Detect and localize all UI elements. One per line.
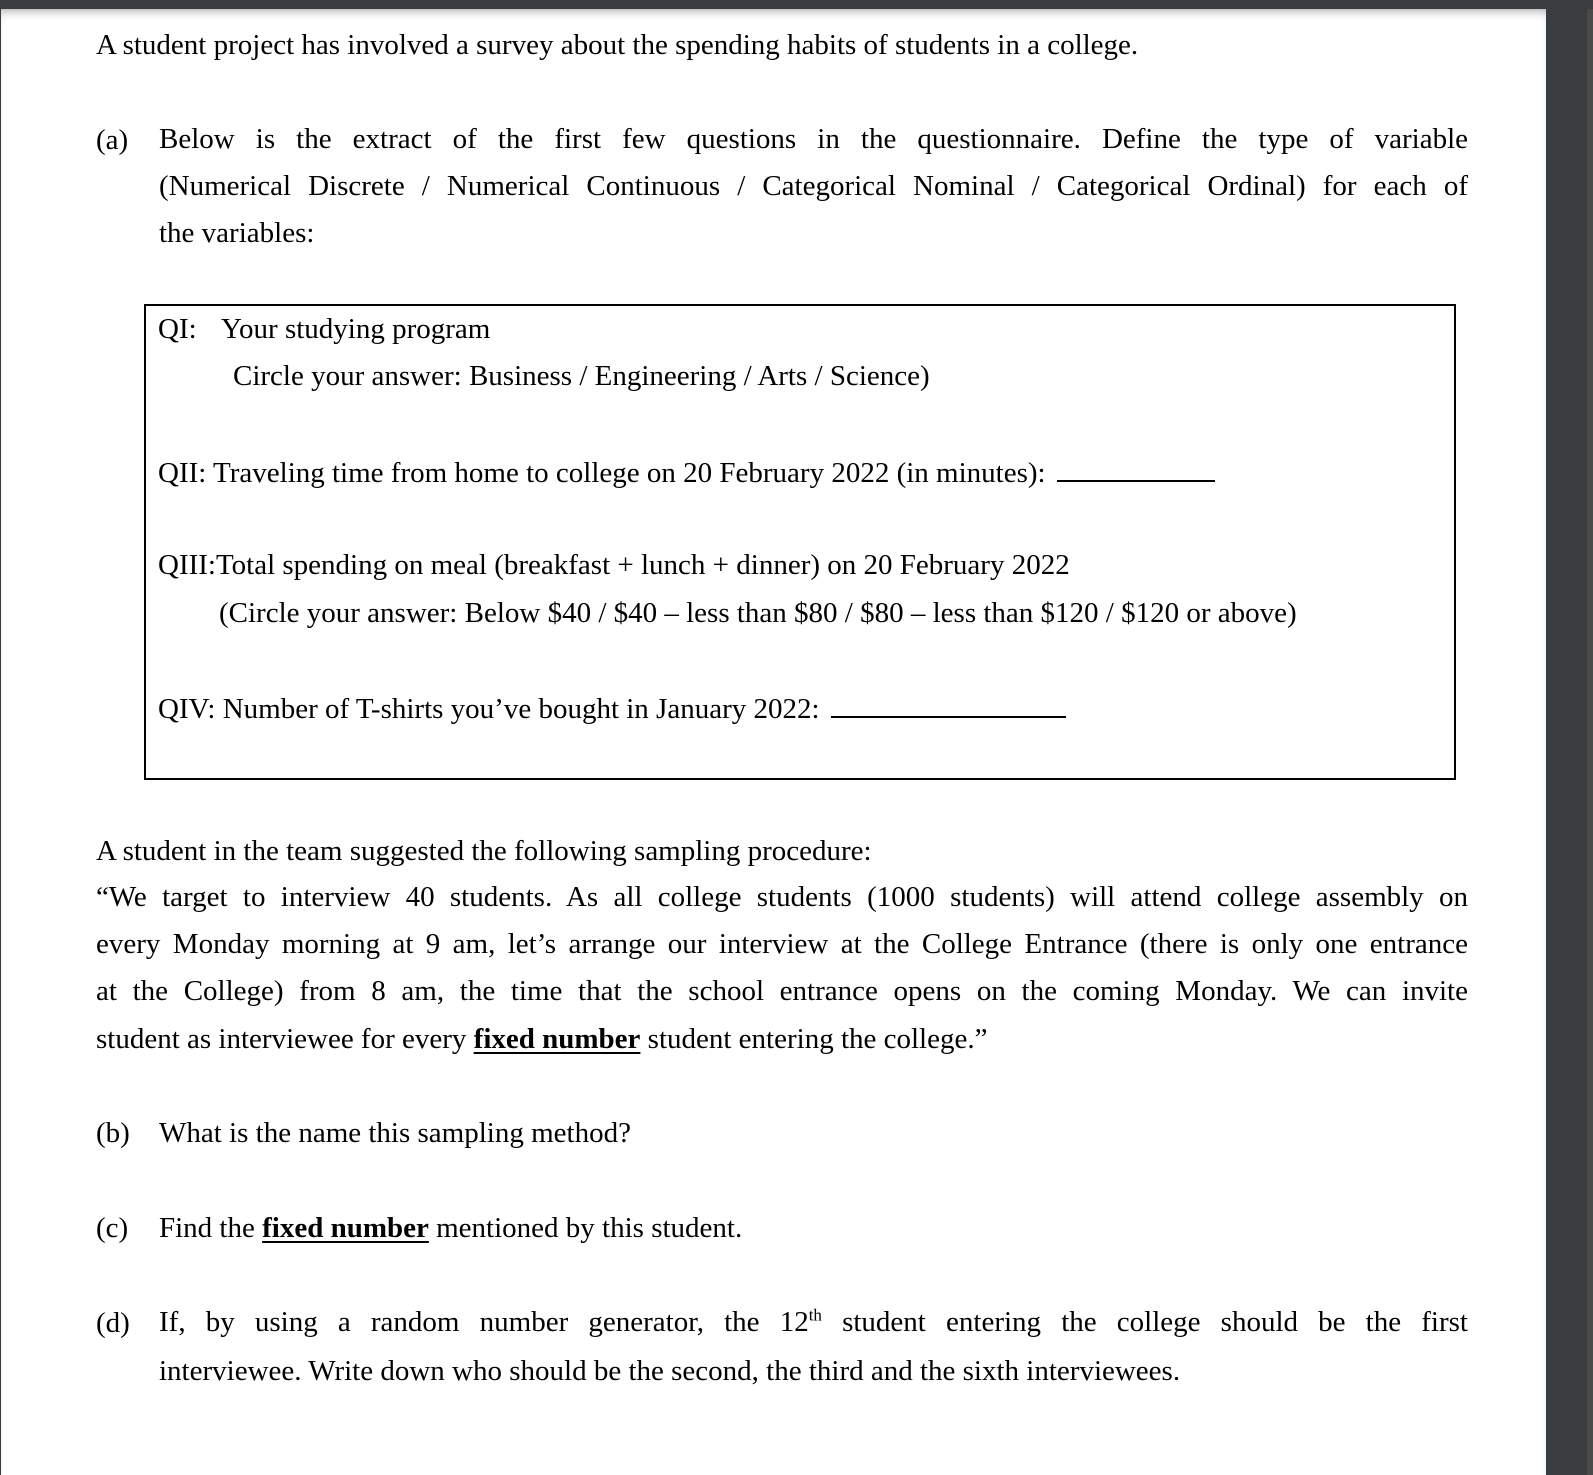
part-c-label: (c) xyxy=(96,1212,129,1244)
procedure-line-4-before: student as interviewee for every xyxy=(96,1023,474,1055)
q3-options: (Circle your answer: Below $40 / $40 – less than $80 / $80 – less than $120 / $120 or above) xyxy=(219,597,1297,629)
procedure-line-4 xyxy=(96,1022,987,1056)
viewer-scrollbar-edge[interactable] xyxy=(1587,9,1593,1475)
fixed-number-emphasis: fixed number xyxy=(473,1023,641,1055)
part-a-line-3: the variables: xyxy=(159,217,315,249)
procedure-line-4-after: student entering the college.” xyxy=(640,1023,988,1055)
q1-text: Your studying program xyxy=(221,313,491,345)
fixed-number-emphasis-c: fixed number xyxy=(262,1212,429,1244)
ordinal-suffix: th xyxy=(808,1305,822,1325)
part-a-line-2: (Numerical Discrete / Numerical Continuous / Categorical Nominal / Categorical Ordinal) for each of xyxy=(159,170,1468,202)
procedure-line-2: every Monday morning at 9 am, let’s arrange our interview at the College Entrance (there is only one entrance xyxy=(96,928,1468,960)
q3-text: QIII:Total spending on meal (breakfast + lunch + dinner) on 20 February 2022 xyxy=(158,549,1070,581)
part-b-label: (b) xyxy=(96,1117,130,1149)
part-c-after: mentioned by this student. xyxy=(428,1212,743,1244)
procedure-line-3: at the College) from 8 am, the time that the school entrance opens on the coming Monday. We can invite xyxy=(96,975,1468,1007)
intro-text: A student project has involved a survey about the spending habits of students in a college. xyxy=(96,29,1139,61)
q4-text: QIV: Number of T-shirts you’ve bought in January 2022: xyxy=(158,693,820,725)
procedure-heading: A student in the team suggested the following sampling procedure: xyxy=(96,835,872,867)
q1-label: QI: xyxy=(158,313,197,345)
part-b-text: What is the name this sampling method? xyxy=(159,1117,631,1149)
q2-answer-blank[interactable] xyxy=(1057,454,1215,482)
part-d-line-2: interviewee. Write down who should be the second, the third and the sixth interviewees. xyxy=(159,1355,1181,1387)
part-a-line-1: Below is the extract of the first few questions in the questionnaire. Define the type of variable xyxy=(159,123,1468,155)
part-d-line-1 xyxy=(159,1299,1468,1346)
part-d-line-1-after: student entering the college should be the first xyxy=(821,1306,1468,1338)
q4-answer-blank[interactable] xyxy=(831,690,1066,718)
q1-options: Circle your answer: Business / Engineering / Arts / Science) xyxy=(233,360,930,392)
procedure-line-1: “We target to interview 40 students. As all college students (1000 students) will attend college assembly on xyxy=(96,881,1468,913)
q2-line xyxy=(158,454,1215,490)
document-page xyxy=(1,9,1546,1475)
part-c-line xyxy=(159,1211,742,1245)
q4-line xyxy=(158,690,1066,726)
part-d-line-1-before: If, by using a random number generator, the 12 xyxy=(159,1306,809,1338)
part-c-before: Find the xyxy=(159,1212,263,1244)
part-a-label: (a) xyxy=(96,124,129,156)
part-d-label: (d) xyxy=(96,1307,130,1339)
q2-text: QII: Traveling time from home to college on 20 February 2022 (in minutes): xyxy=(158,457,1046,489)
